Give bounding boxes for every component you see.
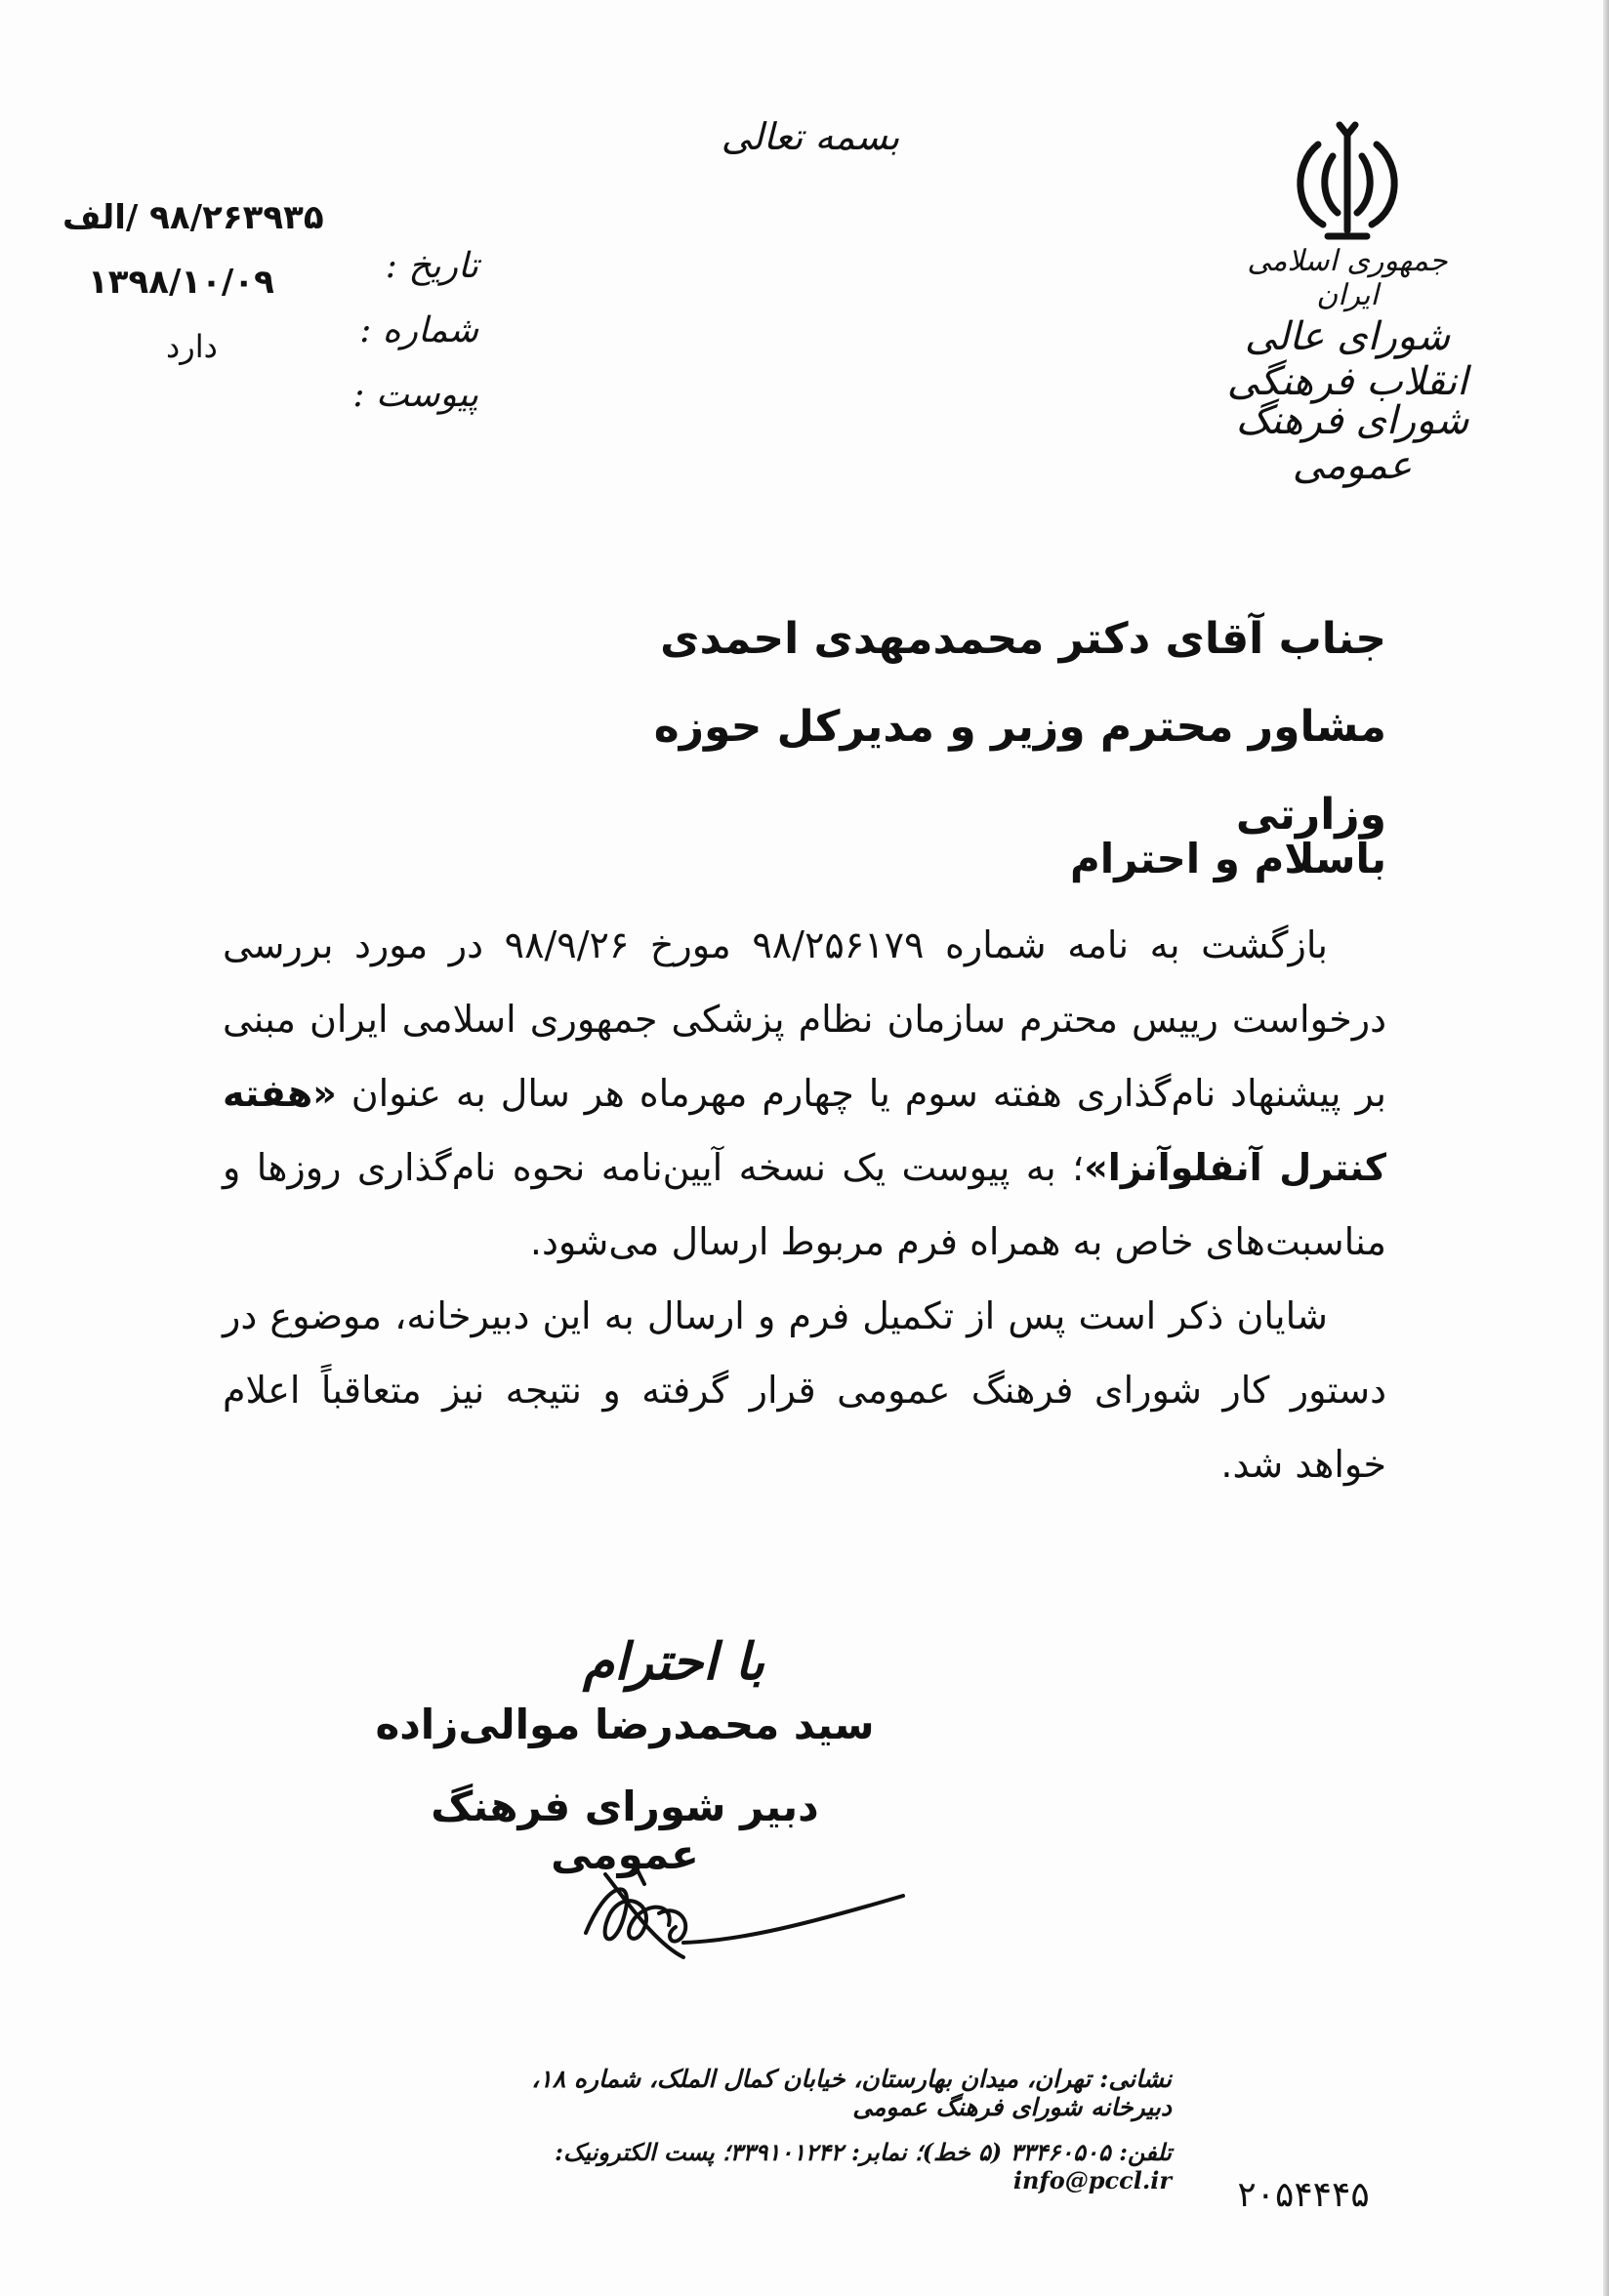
recipient-name: جناب آقای دکتر محمدمهدی احمدی xyxy=(660,614,1386,664)
recipient-title: مشاور محترم وزیر و مدیرکل حوزه وزارتی xyxy=(653,702,1386,840)
number-label: شماره : xyxy=(359,310,478,350)
footer-address: نشانی: تهران، میدان بهارستان، خیابان کمال الملک، شماره ۱۸، دبیرخانه شورای فرهنگ عمومی xyxy=(531,2065,1172,2121)
basmala: بسمه تعالی xyxy=(721,115,900,158)
attachment-label: پیوست : xyxy=(352,375,478,415)
paragraph-1-lead: بازگشت به نامه شماره ۹۸/۲۵۶۱۷۹ مورخ ۹۸/۹/۲۶ در مورد بررسی درخواست رییس محترم سازمان نظام پزشکی جمهوری اسلامی ایران مبنی بر پیشنهاد نام‌گذاری هفته سوم یا چهارم مهرماه هر سال به عنوان xyxy=(223,923,1386,1115)
meta-labels xyxy=(342,234,478,428)
iran-emblem-icon xyxy=(1279,115,1416,252)
footer-contact: تلفن: ۳۳۴۶۰۵۰۵ (۵ خط)؛ نمابر: ۳۳۹۱۰۱۲۴۲؛ پست الکترونیک: info@pccl.ir xyxy=(555,2138,1172,2194)
scan-edge xyxy=(1603,0,1609,2296)
paragraph-1-tail: ؛ به پیوست یک نسخه آیین‌نامه نحوه نام‌گذاری روزها و مناسبت‌های خاص به همراه فرم مربوط ارسال می‌شود. xyxy=(223,1146,1386,1263)
date-value: ۱۳۹۸/۱۰/۰۹ xyxy=(88,263,274,302)
signature-icon xyxy=(566,1845,918,1991)
greeting: باسلام و احترام xyxy=(1070,835,1386,882)
closing-handwritten: با احترام xyxy=(582,1632,765,1692)
meta-values xyxy=(39,185,361,379)
org-line-public-culture-council: شورای فرهنگ عمومی xyxy=(1235,398,1469,488)
paragraph-1-bold-title: «هفته کنترل آنفلوآنزا» xyxy=(223,1072,1386,1189)
document-code: ۲۰۵۴۴۴۵ xyxy=(1237,2175,1370,2215)
date-label: تاریخ : xyxy=(385,246,478,286)
recipient-block xyxy=(586,595,1386,859)
letter-body xyxy=(223,908,1386,1501)
reference-number: ۹۸/۲۶۳۹۳۵ /الف xyxy=(62,198,324,237)
signer-name: سید محمدرضا موالی‌زاده xyxy=(375,1701,875,1748)
signer-title: دبیر شورای فرهنگ عمومی xyxy=(431,1783,819,1878)
org-line-supreme-council: شورای عالی انقلاب فرهنگی xyxy=(1226,314,1468,404)
attachment-value: دارد xyxy=(166,328,218,365)
body-paragraph-2: شایان ذکر است پس از تکمیل فرم و ارسال به این دبیرخانه، موضوع در دستور کار شورای فرهنگ عمومی قرار گرفته و نتیجه نیز متعاقباً اعلام خواهد شد. xyxy=(223,1294,1386,1486)
org-line-republic: جمهوری اسلامی ایران xyxy=(1247,244,1448,312)
body-paragraph-1 xyxy=(223,908,1386,1279)
